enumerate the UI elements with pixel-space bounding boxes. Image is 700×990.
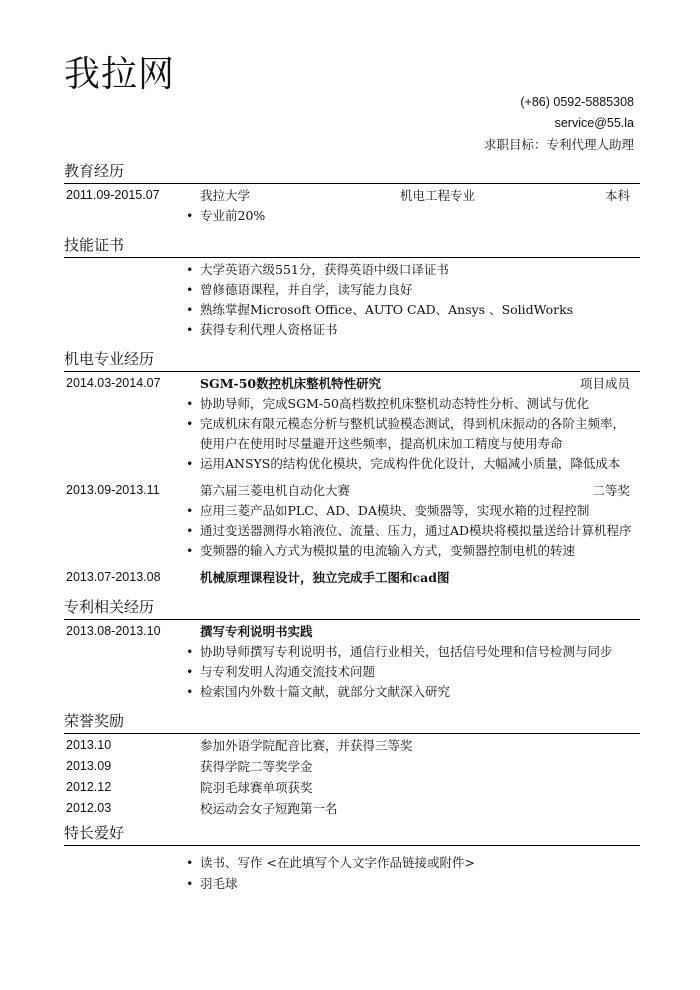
section-title-hobbies: 特长爱好: [64, 822, 640, 846]
list-item: • 应用三菱产品如PLC、AD、DA模块、变频器等，实现水箱的过程控制: [64, 501, 640, 521]
school-name: 我拉大学: [200, 188, 251, 203]
bullet-icon: •: [186, 416, 194, 431]
project-name: 第六届三菱电机自动化大赛: [200, 483, 351, 498]
list-item: • 变频器的输入方式为模拟量的电流输入方式，变频器控制电机的转速: [64, 541, 640, 561]
skills-section: [64, 234, 640, 340]
award-row: [64, 735, 640, 756]
award-row: [64, 777, 640, 798]
section-title-education: 教育经历: [64, 160, 640, 184]
bullet-icon: •: [186, 322, 194, 337]
experience-row: [64, 480, 640, 501]
experience-row: [64, 567, 640, 588]
experience-date: 2013.09-2013.11: [66, 483, 160, 497]
project-name: 机械原理课程设计，独立完成手工图和cad图: [200, 570, 450, 585]
bullet-icon: •: [186, 396, 194, 411]
section-title-awards: 荣誉奖励: [64, 710, 640, 734]
awards-section: [64, 710, 640, 819]
list-item: • 完成机床有限元模态分析与整机试验模态测试，得到机床振动的各阶主频率，使用户在使用时尽量避开这些频率，提高机床加工精度与使用寿命: [186, 416, 626, 451]
award-date: 2012.12: [66, 780, 112, 794]
contact-info: [484, 92, 634, 155]
award-date: 2012.03: [66, 801, 112, 815]
list-item: • 与专利发明人沟通交流技术问题: [64, 662, 640, 682]
experience-date: 2014.03-2014.07: [66, 376, 161, 390]
award-row: [64, 798, 640, 819]
list-item: • 检索国内外数十篇文献，就部分文献深入研究: [64, 682, 640, 702]
bullet-icon: •: [186, 208, 194, 223]
education-date: 2011.09-2015.07: [66, 188, 160, 202]
section-title-experience: 机电专业经历: [64, 348, 640, 372]
job-objective: 求职目标：专利代理人助理: [483, 137, 634, 152]
list-item: • 大学英语六级551分，获得英语中级口译证书: [64, 260, 640, 280]
bullet-icon: •: [186, 684, 194, 699]
list-item: • 专业前20%: [186, 208, 266, 223]
email-address: service@55.la: [554, 116, 634, 130]
experience-section: [64, 348, 640, 588]
list-item: • 曾修德语课程，并自学，读写能力良好: [64, 280, 640, 300]
list-item: • 协助导师撰写专利说明书，通信行业相关，包括信号处理和信号检测与同步: [64, 642, 640, 662]
education-section: [64, 160, 640, 225]
bullet-icon: •: [186, 543, 194, 558]
award-date: 2013.10: [66, 738, 112, 752]
bullet-icon: •: [186, 302, 194, 317]
list-item: • 运用ANSYS的结构优化模块，完成构件优化设计，大幅减小质量，降低成本: [64, 454, 640, 474]
list-item: • 读书、写作 <在此填写个人文字作品链接或附件>: [64, 852, 640, 873]
phone-number: (+86) 0592-5885308: [520, 95, 634, 109]
major-name: 机电工程专业: [400, 188, 476, 203]
bullet-icon: •: [186, 523, 194, 538]
project-name: SGM-50数控机床整机特性研究: [200, 376, 382, 391]
list-item: • 通过变送器测得水箱液位、流量、压力，通过AD模块将模拟量送给计算机程序: [64, 521, 640, 541]
award-text: 获得学院二等奖学金: [200, 759, 313, 774]
bullet-icon: •: [186, 664, 194, 679]
list-item: • 获得专利代理人资格证书: [64, 320, 640, 340]
experience-date: 2013.07-2013.08: [66, 570, 161, 584]
bullet-icon: •: [186, 644, 194, 659]
list-item: • 熟练掌握Microsoft Office、AUTO CAD、Ansys 、SolidWorks: [64, 300, 640, 320]
award-row: [64, 756, 640, 777]
patent-section: [64, 596, 640, 702]
project-role: 二等奖: [592, 483, 630, 498]
hobbies-section: [64, 822, 640, 894]
experience-row: [64, 373, 640, 394]
patent-date: 2013.08-2013.10: [66, 624, 161, 638]
project-role: 项目成员: [579, 376, 630, 391]
list-item: • 羽毛球: [64, 873, 640, 894]
award-text: 院羽毛球赛单项获奖: [200, 780, 313, 795]
award-date: 2013.09: [66, 759, 112, 773]
bullet-icon: •: [186, 855, 194, 870]
candidate-name: 我拉网: [64, 54, 176, 95]
award-text: 校运动会女子短跑第一名: [200, 801, 338, 816]
degree-name: 本科: [604, 188, 630, 203]
list-item: • 协助导师，完成SGM-50高档数控机床整机动态特性分析、测试与优化: [64, 394, 640, 414]
bullet-icon: •: [186, 262, 194, 277]
education-row: [64, 185, 640, 206]
award-text: 参加外语学院配音比赛，并获得三等奖: [200, 738, 413, 753]
bullet-icon: •: [186, 456, 194, 471]
bullet-icon: •: [186, 282, 194, 297]
patent-row: [64, 621, 640, 642]
section-title-skills: 技能证书: [64, 234, 640, 258]
bullet-icon: •: [186, 876, 194, 891]
bullet-icon: •: [186, 503, 194, 518]
section-title-patent: 专利相关经历: [64, 596, 640, 620]
patent-project-name: 撰写专利说明书实践: [200, 624, 313, 639]
